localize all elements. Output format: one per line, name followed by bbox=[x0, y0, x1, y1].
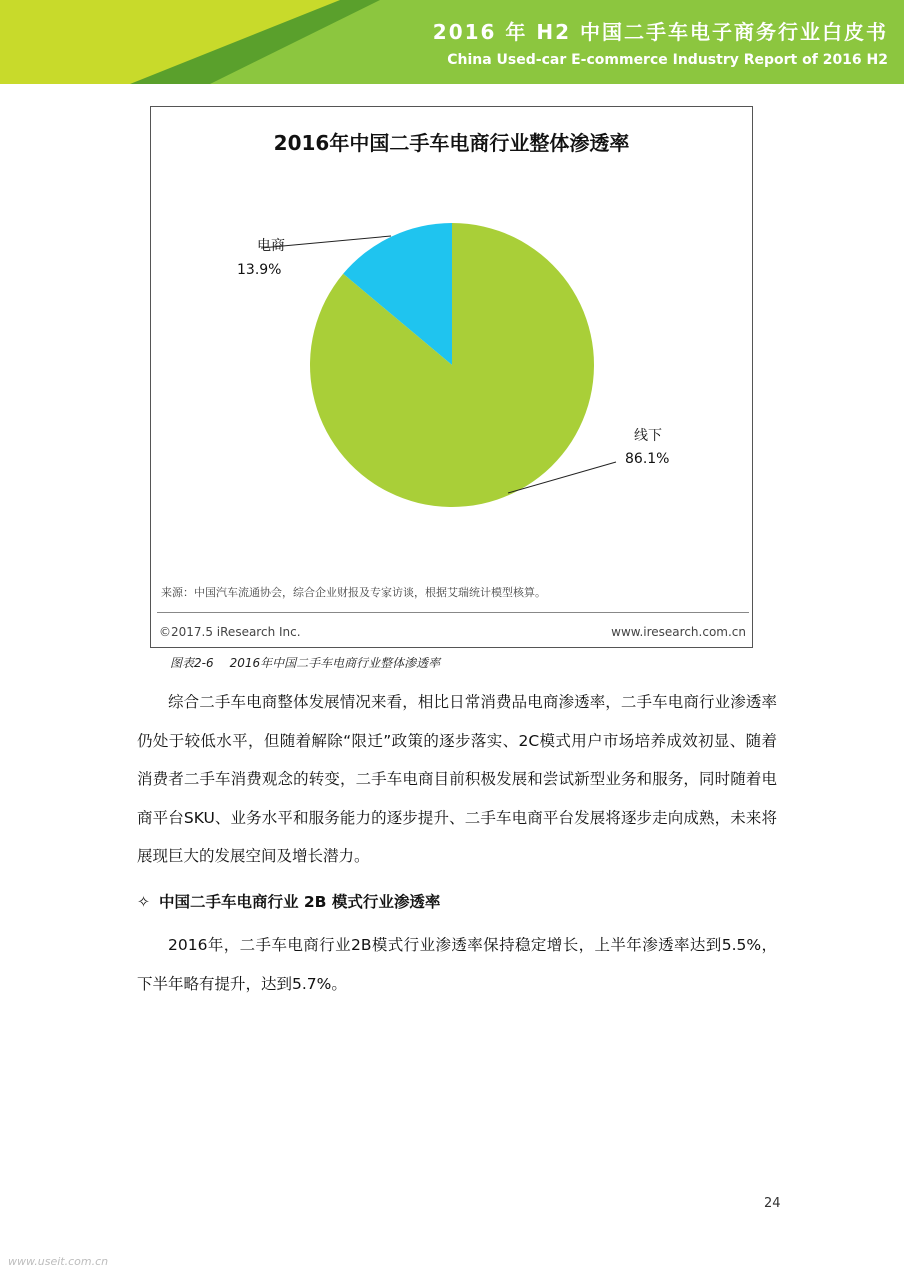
chart-title: 2016年中国二手车电商行业整体渗透率 bbox=[273, 131, 630, 155]
chart-source: 来源：中国汽车流通协会，综合企业财报及专家访谈，根据艾瑞统计模型核算。 bbox=[161, 586, 546, 599]
page-number: 24 bbox=[764, 1196, 781, 1211]
chart-divider bbox=[157, 612, 749, 613]
label-ecommerce-value: 13.9% bbox=[237, 262, 282, 278]
label-ecommerce-name: 电商 bbox=[257, 238, 285, 254]
body-paragraph-1: 综合二手车电商整体发展情况来看，相比日常消费品电商渗透率，二手车电商行业渗透率仍处于较低水平，但随着解除“限迁”政策的逐步落实、2C模式用户市场培养成效初显、随着消费者二手车消费观念的转变，二手车电商目前积极发展和尝试新型业务和服务，同时随着电商平台SKU、业务水平和服务能力的逐步提升、二手车电商平台发展将逐步走向成熟，未来将展现巨大的发展空间及增长潜力。 bbox=[137, 693, 777, 865]
label-offline-name: 线下 bbox=[634, 428, 662, 444]
body-paragraph-2: 2016年，二手车电商行业2B模式行业渗透率保持稳定增长，上半年渗透率达到5.5%，下半年略有提升，达到5.7%。 bbox=[137, 936, 777, 993]
header-title: 2016 年 H2 中国二手车电子商务行业白皮书 bbox=[432, 20, 888, 44]
header-subtitle: China Used-car E-commerce Industry Report of 2016 H2 bbox=[447, 52, 888, 68]
page-header bbox=[0, 0, 904, 84]
figure-number: 图表2-6 bbox=[170, 656, 214, 670]
section-heading bbox=[137, 890, 440, 912]
section-heading-text: 中国二手车电商行业 2B 模式行业渗透率 bbox=[159, 893, 441, 911]
chart-website: www.iresearch.com.cn bbox=[611, 625, 746, 639]
figure-caption-text: 2016年中国二手车电商行业整体渗透率 bbox=[229, 656, 441, 670]
chart-copyright: ©2017.5 iResearch Inc. bbox=[159, 625, 301, 639]
diamond-bullet-icon: ✧ bbox=[137, 893, 150, 911]
chart-frame bbox=[150, 106, 753, 648]
figure-caption bbox=[170, 654, 456, 671]
watermark: www.useit.com.cn bbox=[8, 1255, 109, 1268]
pie-chart bbox=[151, 107, 752, 577]
label-offline-value: 86.1% bbox=[625, 451, 670, 467]
